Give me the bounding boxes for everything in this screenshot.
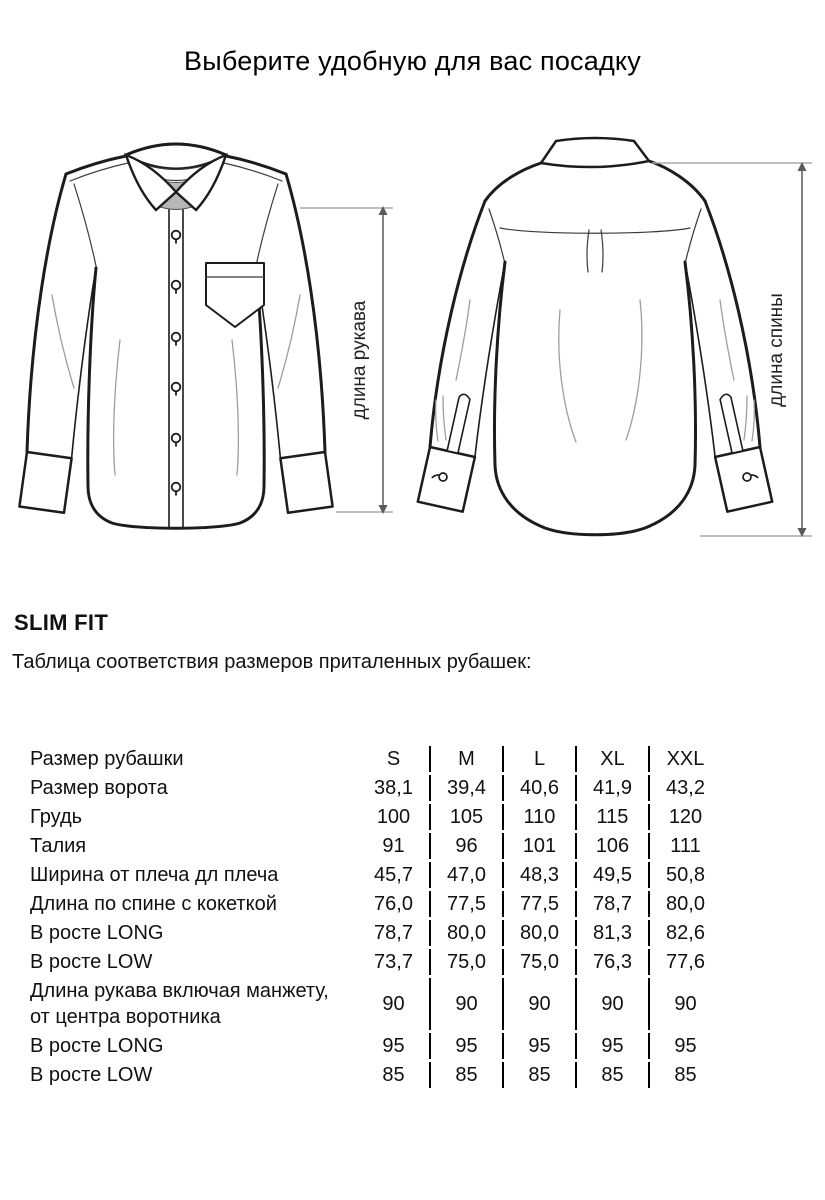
back-pleat-left	[587, 230, 589, 272]
front-crease-2	[278, 295, 300, 388]
back-crease-1	[559, 310, 576, 442]
value-cell: 49,5	[575, 862, 648, 888]
row-label: В росте LOW	[30, 951, 153, 973]
value-cell: 96	[429, 833, 502, 859]
front-collar	[126, 144, 226, 210]
value-cell: 73,7	[374, 951, 413, 973]
row-label	[30, 978, 358, 1030]
value-cell: 75,0	[502, 949, 575, 975]
table-row	[30, 1062, 721, 1088]
row-label-line-2: от центра воротника	[30, 1006, 221, 1028]
back-left-armhole	[489, 209, 505, 264]
value-cell: 95	[429, 1033, 502, 1059]
back-pleat-right	[601, 230, 603, 272]
value-cell: 76,0	[374, 893, 413, 915]
front-buttons	[172, 193, 181, 496]
value-cell: 90	[429, 978, 502, 1030]
value-cell: 101	[502, 833, 575, 859]
back-collar	[541, 138, 649, 167]
size-table-body	[30, 746, 721, 1088]
value-cell: 85	[575, 1062, 648, 1088]
value-cell: 39,4	[429, 775, 502, 801]
value-cell: 48,3	[502, 862, 575, 888]
back-right-armhole	[685, 209, 701, 264]
value-cell: 91	[382, 835, 405, 857]
table-row	[30, 804, 721, 830]
value-cell: 38,1	[374, 777, 413, 799]
front-right-cuff	[280, 452, 332, 513]
value-cell: 85	[429, 1062, 502, 1088]
table-row	[30, 775, 721, 801]
value-cell: 95	[502, 1033, 575, 1059]
back-left-cuff-creases	[436, 396, 446, 441]
value-cell: 100	[376, 806, 411, 828]
table-row	[30, 833, 721, 859]
value-cell: 45,7	[374, 864, 413, 886]
front-left-shoulder-seam	[70, 163, 128, 181]
shirt-back-drawing	[418, 138, 772, 535]
back-left-sleeve-placket	[447, 394, 470, 453]
table-row	[30, 920, 721, 946]
row-label: В росте LOW	[30, 1064, 153, 1086]
row-label-line-1: Длина рукава включая манжету,	[30, 980, 329, 1002]
size-cell: S	[386, 748, 401, 770]
back-crease-3	[456, 300, 470, 380]
value-cell: 90	[502, 978, 575, 1030]
shirt-front-drawing	[19, 144, 332, 528]
value-cell: 111	[648, 833, 721, 859]
value-cell: 41,9	[575, 775, 648, 801]
size-cell: XXL	[648, 746, 721, 772]
page-title: Выберите удобную для вас посадку	[184, 46, 641, 76]
value-cell: 76,3	[575, 949, 648, 975]
back-right-sleeve-placket	[720, 394, 743, 453]
table-row	[30, 949, 721, 975]
front-right-armhole	[256, 184, 278, 266]
value-cell: 82,6	[648, 920, 721, 946]
back-cuff-buttons	[432, 473, 758, 481]
table-row	[30, 1033, 721, 1059]
fit-section-subtitle: Таблица соответствия размеров приталенных рубашек:	[12, 651, 532, 673]
fit-section-heading: SLIM FIT	[14, 610, 109, 635]
value-cell: 78,7	[575, 891, 648, 917]
row-label: Талия	[30, 835, 87, 857]
value-cell: 40,6	[502, 775, 575, 801]
table-row	[30, 891, 721, 917]
value-cell: 105	[429, 804, 502, 830]
back-yoke-seam	[500, 228, 690, 233]
sleeve-length-label: длина рукава	[349, 300, 370, 420]
value-cell: 85	[382, 1064, 405, 1086]
back-left-shoulder	[485, 163, 541, 201]
back-body-outline	[494, 262, 695, 535]
value-cell: 115	[575, 804, 648, 830]
row-label: В росте LONG	[30, 922, 164, 944]
value-cell: 50,8	[648, 862, 721, 888]
front-right-sleeve-outline	[286, 174, 325, 452]
size-table	[30, 743, 721, 1091]
value-cell: 85	[648, 1062, 721, 1088]
front-crease-4	[232, 340, 238, 475]
value-cell: 95	[575, 1033, 648, 1059]
front-placket	[169, 196, 183, 528]
front-left-armhole	[74, 184, 96, 266]
row-label: Грудь	[30, 806, 83, 828]
value-cell: 43,2	[648, 775, 721, 801]
back-right-cuff-creases	[744, 396, 754, 441]
front-left-sleeve-outline	[27, 174, 66, 452]
row-label: Размер рубашки	[30, 748, 184, 770]
size-cell: XL	[575, 746, 648, 772]
row-label: В росте LONG	[30, 1035, 164, 1057]
value-cell: 75,0	[429, 949, 502, 975]
back-length-label: длина спины	[766, 293, 787, 407]
row-label: Размер ворота	[30, 777, 168, 799]
size-cell: M	[429, 746, 502, 772]
front-right-shoulder-seam	[224, 163, 282, 181]
value-cell: 120	[648, 804, 721, 830]
value-cell: 85	[502, 1062, 575, 1088]
front-crease-1	[52, 295, 74, 388]
value-cell: 80,0	[648, 891, 721, 917]
back-right-shoulder	[649, 161, 705, 201]
value-cell: 78,7	[374, 922, 413, 944]
value-cell: 95	[648, 1033, 721, 1059]
value-cell: 95	[382, 1035, 405, 1057]
front-chest-pocket	[206, 263, 264, 327]
value-cell: 110	[502, 804, 575, 830]
value-cell: 90	[382, 993, 405, 1015]
value-cell: 77,5	[429, 891, 502, 917]
value-cell: 77,5	[502, 891, 575, 917]
table-row	[30, 746, 721, 772]
value-cell: 47,0	[429, 862, 502, 888]
row-label: Длина по спине с кокеткой	[30, 893, 277, 915]
size-cell: L	[502, 746, 575, 772]
front-crease-3	[114, 340, 120, 475]
value-cell: 90	[648, 978, 721, 1030]
back-crease-4	[720, 300, 734, 380]
table-row	[30, 978, 721, 1030]
value-cell: 81,3	[575, 920, 648, 946]
value-cell: 80,0	[502, 920, 575, 946]
back-crease-2	[626, 300, 642, 440]
front-left-cuff	[19, 452, 71, 513]
table-row	[30, 862, 721, 888]
value-cell: 90	[575, 978, 648, 1030]
value-cell: 106	[575, 833, 648, 859]
value-cell: 80,0	[429, 920, 502, 946]
row-label: Ширина от плеча дл плеча	[30, 864, 279, 886]
value-cell: 77,6	[648, 949, 721, 975]
